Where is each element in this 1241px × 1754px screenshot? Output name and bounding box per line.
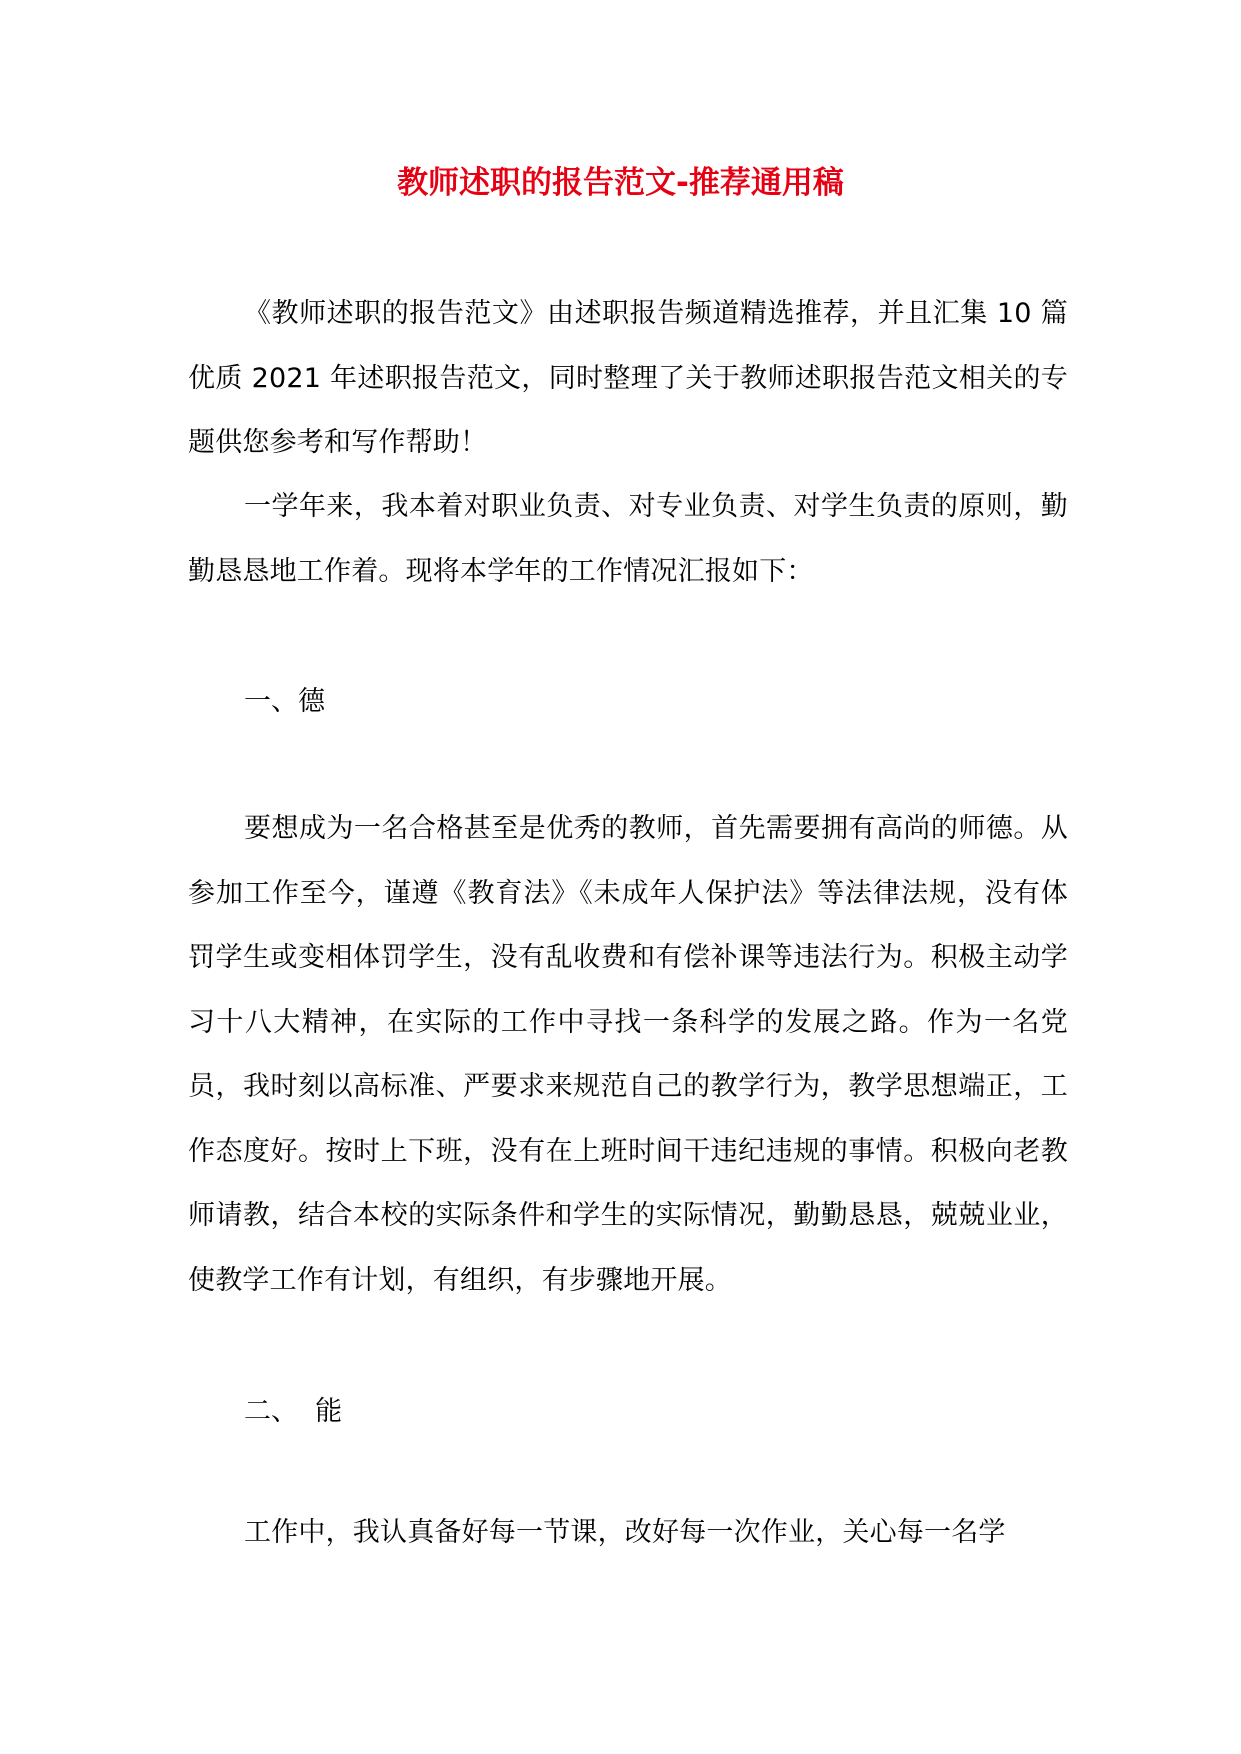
section-body-virtue: 要想成为一名合格甚至是优秀的教师，首先需要拥有高尚的师德。从参加工作至今，谨遵《教育法》《未成年人保护法》等法律法规，没有体罚学生或变相体罚学生，没有乱收费和有偿补课等违法行为。积极主动学习十八大精神，在实际的工作中寻找一条科学的发展之路。作为一名党员，我时刻以高标准、严要求来规范自己的教学行为，教学思想端正，工作态度好。按时上下班，没有在上班时间干违纪违规的事情。积极向老教师请教，结合本校的实际条件和学生的实际情况，勤勤恳恳，兢兢业业，使教学工作有计划，有组织，有步骤地开展。 (188, 813, 1068, 1296)
section-heading-ability: 二、 能 (244, 1396, 343, 1427)
section-heading-virtue: 一、德 (244, 686, 325, 717)
document-title: 教师述职的报告范文-推荐通用稿 (397, 165, 844, 201)
section-body-ability: 工作中，我认真备好每一节课，改好每一次作业，关心每一名学 (244, 1517, 1006, 1548)
intro-paragraph: 《教师述职的报告范文》由述职报告频道精选推荐，并且汇集 10 篇优质 2021 年述职报告范文，同时整理了关于教师述职报告范文相关的专题供您参考和写作帮助！ (188, 298, 1068, 458)
opening-paragraph: 一学年来，我本着对职业负责、对专业负责、对学生负责的原则，勤勤恳恳地工作着。现将本学年的工作情况汇报如下： (188, 491, 1068, 587)
